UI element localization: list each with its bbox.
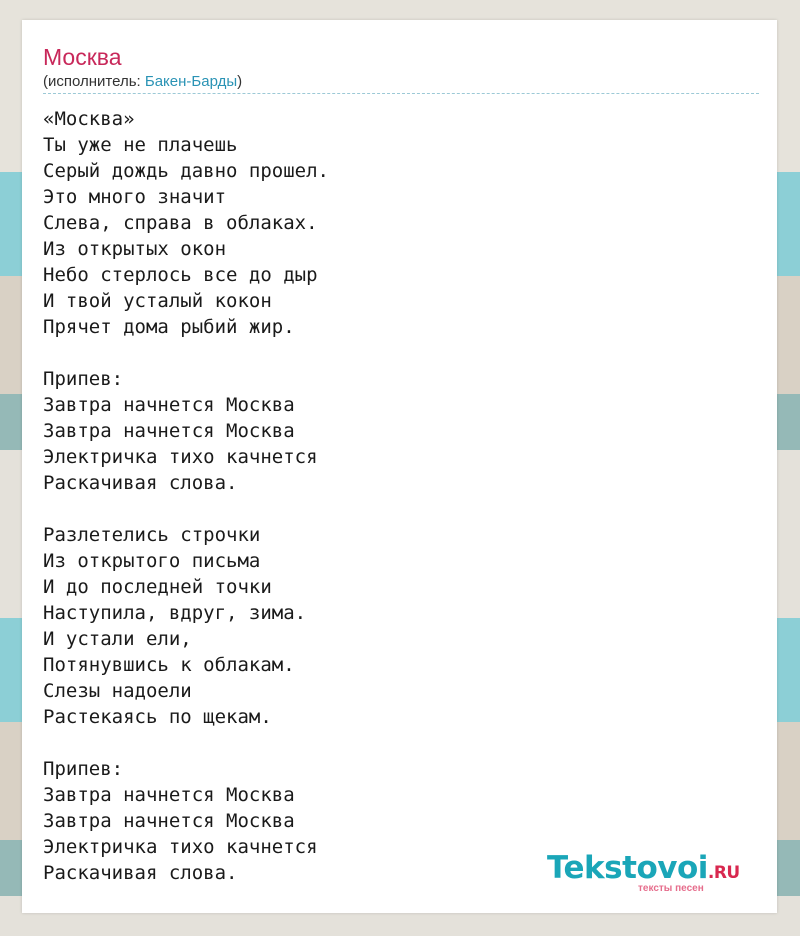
- artist-byline: [43, 72, 242, 92]
- logo-name: Tekstovoi: [547, 850, 708, 886]
- title-divider: [43, 93, 759, 94]
- artist-link[interactable]: Бакен-Барды: [144, 73, 238, 90]
- byline-suffix: ): [237, 73, 243, 90]
- logo-tagline: тексты песен: [638, 883, 704, 894]
- song-title: Москва: [43, 44, 122, 70]
- byline-prefix: (исполнитель:: [43, 73, 145, 90]
- site-logo[interactable]: [547, 850, 757, 894]
- lyrics-card: [22, 20, 777, 913]
- lyrics-text: «Москва» Ты уже не плачешь Серый дождь давно прошел. Это много значит Слева, справа в облаках. Из открытых окон Небо стерлось все до дыр И твой усталый кокон Прячет дома рыбий жир. Припев: Завтра начнется Москва Завтра начнется Москва Электричка тихо качнется Раскачивая слова. Разлетелись строчки Из открытого письма И до последней точки Наступила, вдруг, зима. И устали ели, Потянувшись к облакам. Слезы надоели Растекаясь по щекам. Припев: Завтра начнется Москва Завтра начнется Москва Электричка тихо качнется Раскачивая слова.: [43, 108, 329, 884]
- logo-tld: .RU: [707, 863, 740, 883]
